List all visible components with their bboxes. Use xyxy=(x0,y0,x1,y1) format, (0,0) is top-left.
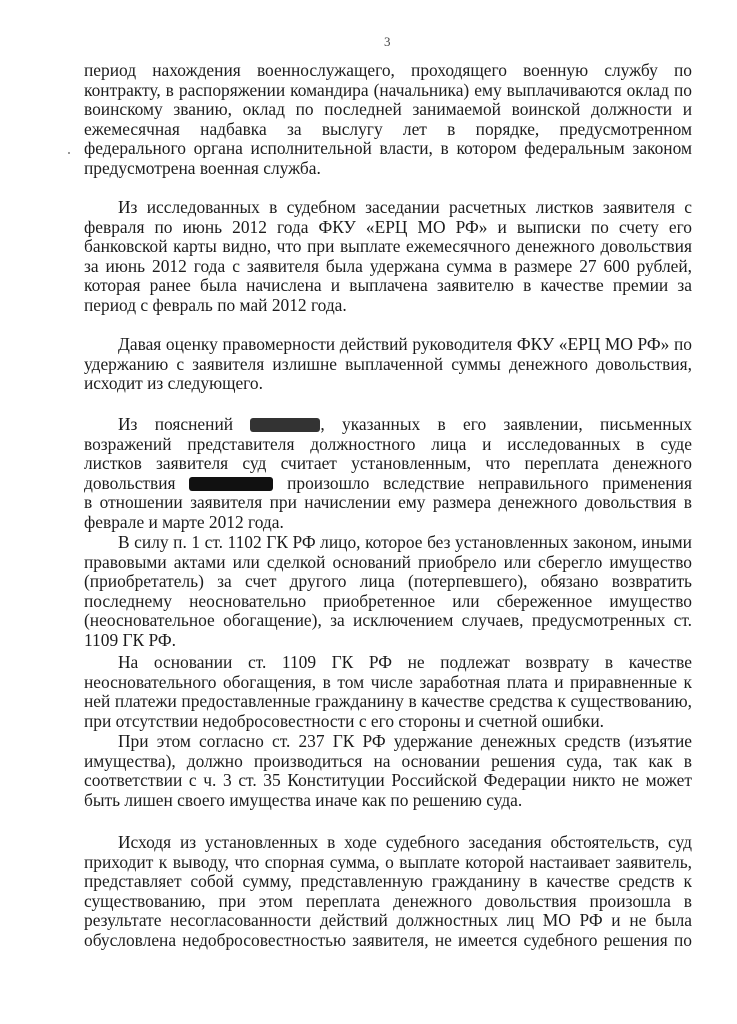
text-segment: произошло вследствие неправильного применения xyxy=(287,473,692,493)
text-line xyxy=(84,474,692,494)
text-line: контракту, в распоряжении командира (начальника) ему выплачиваются оклад по xyxy=(84,80,692,100)
text-line: представляет собой сумму, представленную гражданину в качестве средств к xyxy=(84,872,692,892)
text-line: соответствии с ч. 3 ст. 35 Конституции Российской Федерации никто не может xyxy=(84,771,692,791)
text-line: имущества), должно производиться на основании решения суда, так как в xyxy=(84,751,692,771)
text-line: неосновательного обогащения, в том числе заработная плата и приравненные к xyxy=(84,672,692,692)
text-line: При этом согласно ст. 237 ГК РФ удержание денежных средств (изъятие xyxy=(118,732,692,751)
text-segment: , указанных в его заявлении, письменных xyxy=(320,415,692,434)
text-line: приходит к выводу, что спорная сумма, о выплате которой настаивает заявитель, xyxy=(84,852,692,872)
text-line: за июнь 2012 года с заявителя была удержана сумма в размере 27 600 рублей, xyxy=(84,256,692,276)
text-line: правовыми актами или сделкой оснований приобрело или сберегло имущество xyxy=(84,552,692,572)
text-line: 1109 ГК РФ. xyxy=(84,630,176,650)
text-line: возражений представителя должностного лица и исследованных в суде xyxy=(84,434,692,454)
text-segment: Из пояснений xyxy=(118,415,251,434)
text-line: (неосновательное обогащение), за исключением случаев, предусмотренных ст. xyxy=(84,611,692,631)
text-line: Из исследованных в судебном заседании расчетных листков заявителя с xyxy=(118,198,692,217)
text-line: В силу п. 1 ст. 1102 ГК РФ лицо, которое без установленных законом, иными xyxy=(118,533,692,552)
text-line: удержанию с заявителя излишне выплаченной суммы денежного довольствия, xyxy=(84,354,692,374)
paragraph xyxy=(84,335,692,394)
text-line: при отсутствии недобросовестности с его стороны и счетной ошибки. xyxy=(84,711,604,731)
text-line: ней платежи предоставленные гражданину в качестве средства к существованию, xyxy=(84,692,692,712)
text-line: (приобретатель) за счет другого лица (потерпевшего), обязано возвратить xyxy=(84,572,692,592)
text-segment: довольствия xyxy=(84,473,190,493)
scan-speck xyxy=(68,152,70,154)
redaction-box xyxy=(250,418,320,432)
text-line: ежемесячная надбавка за выслугу лет в порядке, предусмотренном xyxy=(84,119,692,139)
text-line: быть лишен своего имущества иначе как по решению суда. xyxy=(84,790,523,810)
text-line: листков заявителя суд считает установленным, что переплата денежного xyxy=(84,454,692,474)
text-line: феврале и марте 2012 года. xyxy=(84,512,284,532)
paragraph xyxy=(84,653,692,731)
text-line: Давая оценку правомерности действий руководителя ФКУ «ЕРЦ МО РФ» по xyxy=(118,335,692,354)
redaction-box xyxy=(189,477,273,491)
text-line: февраля по июнь 2012 года ФКУ «ЕРЦ МО РФ» и выписки по счету его xyxy=(84,217,692,237)
text-line: которая ранее была начислена и выплачена заявителю в качестве премии за xyxy=(84,276,692,296)
paragraph xyxy=(84,61,692,179)
text-line: предусмотрена военная служба. xyxy=(84,158,321,178)
paragraph xyxy=(84,533,692,651)
text-line: обусловлена недобросовестностью заявителя, не имеется судебного решения по xyxy=(84,930,692,950)
text-line: период нахождения военнослужащего, проходящего военную службу по xyxy=(84,61,692,80)
text-line: федерального органа исполнительной власти, в котором федеральным законом xyxy=(84,139,692,159)
text-line: период с февраль по май 2012 года. xyxy=(84,295,347,315)
paragraph xyxy=(84,732,692,810)
text-line: На основании ст. 1109 ГК РФ не подлежат возврату в качестве xyxy=(118,653,692,672)
text-line: существованию, при этом переплата денежного довольствия произошла в xyxy=(84,891,692,911)
text-line: воинскому званию, оклад по последней занимаемой воинской должности и xyxy=(84,100,692,120)
text-line xyxy=(84,415,692,435)
text-line: Исходя из установленных в ходе судебного заседания обстоятельств, суд xyxy=(118,833,692,852)
text-line: в отношении заявителя при начислении ему размера денежного довольствия в xyxy=(84,493,692,513)
text-line: последнему неосновательно приобретенное или сбереженное имущество xyxy=(84,591,692,611)
paragraph xyxy=(84,415,692,533)
text-line: результате несогласованности действий должностных лиц МО РФ и не была xyxy=(84,911,692,931)
paragraph xyxy=(84,198,692,316)
text-line: банковской карты видно, что при выплате ежемесячного денежного довольствия xyxy=(84,237,692,257)
page-number: 3 xyxy=(384,34,391,49)
paragraph xyxy=(84,833,692,951)
text-line: исходит из следующего. xyxy=(84,374,263,394)
